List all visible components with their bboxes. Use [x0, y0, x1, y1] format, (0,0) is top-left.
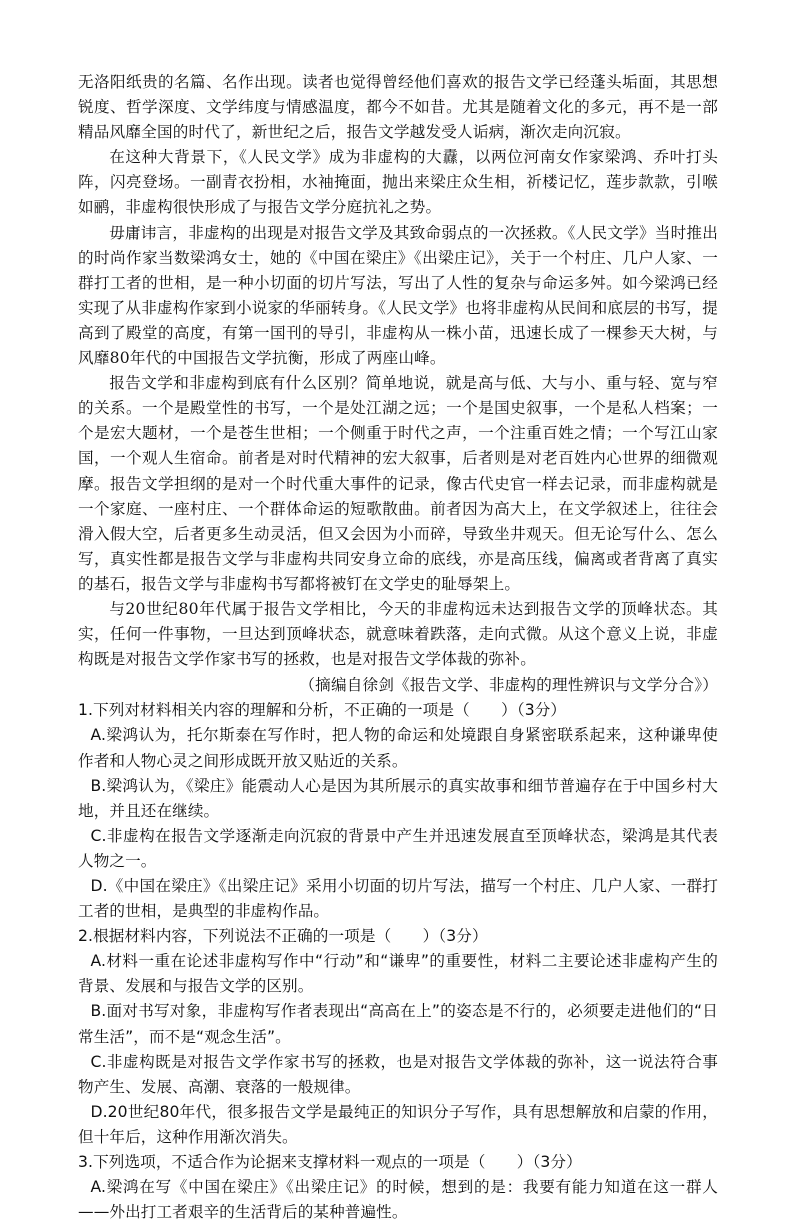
question-3 — [78, 1150, 718, 1225]
question-option-b: B.梁鸿认为，《梁庄》能震动人心是因为其所展示的真实故事和细节普遍存在于中国乡村大地，并且还在继续。 — [78, 776, 718, 820]
reading-passage — [78, 70, 718, 698]
passage-paragraph-4: 报告文学和非虚构到底有什么区别？简单地说，就是高与低、大与小、重与轻、宽与窄的关系。一个是殿堂性的书写，一个是处江湖之远；一个是国史叙事，一个是私人档案；一个是宏大题材，一个是苍生世相；一个侧重于时代之声，一个注重百姓之情；一个写江山家国，一个观人生宿命。前者是对时代精神的宏大叙事，后者则是对老百姓内心世界的细微观摩。报告文学担纲的是对一个时代重大事件的记录，像古代史官一样去记录，而非虚构就是一个家庭、一座村庄、一个群体命运的短歌散曲。前者因为高大上，在文学叙述上，往往会滑入假大空，后者更多生动灵活，但又会因为小而碎，导致坐井观天。但无论写什么、怎么写，真实性都是报告文学与非虚构共同安身立命的底线，亦是高压线，偏离或者背离了真实的基石，报告文学与非虚构书写都将被钉在文学史的耻辱架上。 — [78, 374, 718, 593]
question-stem: 3.下列选项，不适合作为论据来支撑材料一观点的一项是（ ）（3分） — [78, 1153, 582, 1172]
passage-paragraph-5: 与20世纪80年代属于报告文学相比，今天的非虚构远未达到报告文学的顶峰状态。其实，任何一件事物，一旦达到顶峰状态，就意味着跌落，走向式微。从这个意义上说，非虚构既是对报告文学作家书写的拯救，也是对报告文学体裁的弥补。 — [78, 599, 718, 669]
question-option-a: A.梁鸿认为，托尔斯泰在写作时，把人物的命运和处境跟自身紧密联系起来，这种谦卑使作者和人物心灵之间形成既开放又贴近的关系。 — [78, 726, 718, 770]
passage-paragraph-1: 无洛阳纸贵的名篇、名作出现。读者也觉得曾经他们喜欢的报告文学已经蓬头垢面，其思想锐度、哲学深度、文学纬度与情感温度，都今不如昔。尤其是随着文化的多元，再不是一部精品风靡全国的时代了，新世纪之后，报告文学越发受人诟病，渐次走向沉寂。 — [78, 73, 718, 142]
passage-paragraph-3: 毋庸讳言，非虚构的出现是对报告文学及其致命弱点的一次拯救。《人民文学》当时推出的时尚作家当数梁鸿女士，她的《中国在梁庄》《出梁庄记》，关于一个村庄、几户人家、一群打工者的世相，是一种小切面的切片写法，写出了人性的复杂与命运多舛。如今梁鸿已经实现了从非虚构作家到小说家的华丽转身。《人民文学》也将非虚构从民间和底层的书写，提高到了殿堂的高度，有第一国刊的导引，非虚构从一株小苗，迅速长成了一棵参天大树，与风靡80年代的中国报告文学抗衡，形成了两座山峰。 — [78, 223, 718, 368]
question-2 — [78, 924, 718, 1150]
question-1 — [78, 698, 718, 924]
question-option-a: A.材料一重在论述非虚构写作中“行动”和“谦卑”的重要性，材料二主要论述非虚构产生的背景、发展和与报告文学的区别。 — [78, 952, 718, 996]
question-option-c: C.非虚构既是对报告文学作家书写的拯救，也是对报告文学体裁的弥补，这一说法符合事物产生、发展、高潮、衰落的一般规律。 — [78, 1052, 718, 1096]
question-option-d: D.20世纪80年代，很多报告文学是最纯正的知识分子写作，具有思想解放和启蒙的作用，但十年后，这种作用渐次消失。 — [78, 1102, 718, 1146]
question-option-b: B.面对书写对象，非虚构写作者表现出“高高在上”的姿态是不行的，必须要走进他们的“日常生活”，而不是“观念生活”。 — [78, 1002, 718, 1046]
question-stem: 2.根据材料内容，下列说法不正确的一项是（ ）（3分） — [78, 927, 488, 946]
question-list — [78, 698, 718, 1225]
question-option-c: C.非虚构在报告文学逐渐走向沉寂的背景中产生并迅速发展直至顶峰状态，梁鸿是其代表人物之一。 — [78, 826, 718, 870]
passage-source: （摘编自徐剑《报告文学、非虚构的理性辨识与文学分合》） — [299, 676, 718, 695]
question-option-a: A.梁鸿在写《中国在梁庄》《出梁庄记》的时候，想到的是：我要有能力知道在这一群人——外出打工者艰辛的生活背后的某种普遍性。 — [78, 1178, 718, 1222]
question-option-d: D.《中国在梁庄》《出梁庄记》采用小切面的切片写法，描写一个村庄、几户人家、一群打工者的世相，是典型的非虚构作品。 — [78, 877, 718, 921]
passage-paragraph-2: 在这种大背景下，《人民文学》成为非虚构的大纛，以两位河南女作家梁鸿、乔叶打头阵，闪亮登场。一副青衣扮相，水袖掩面，抛出来梁庄众生相，祈楼记忆，莲步款款，引喉如鹂，非虚构很快形成了与报告文学分庭抗礼之势。 — [78, 148, 718, 217]
exam-page — [78, 70, 718, 1225]
question-stem: 1.下列对材料相关内容的理解和分析，不正确的一项是（ ）（3分） — [78, 701, 567, 720]
